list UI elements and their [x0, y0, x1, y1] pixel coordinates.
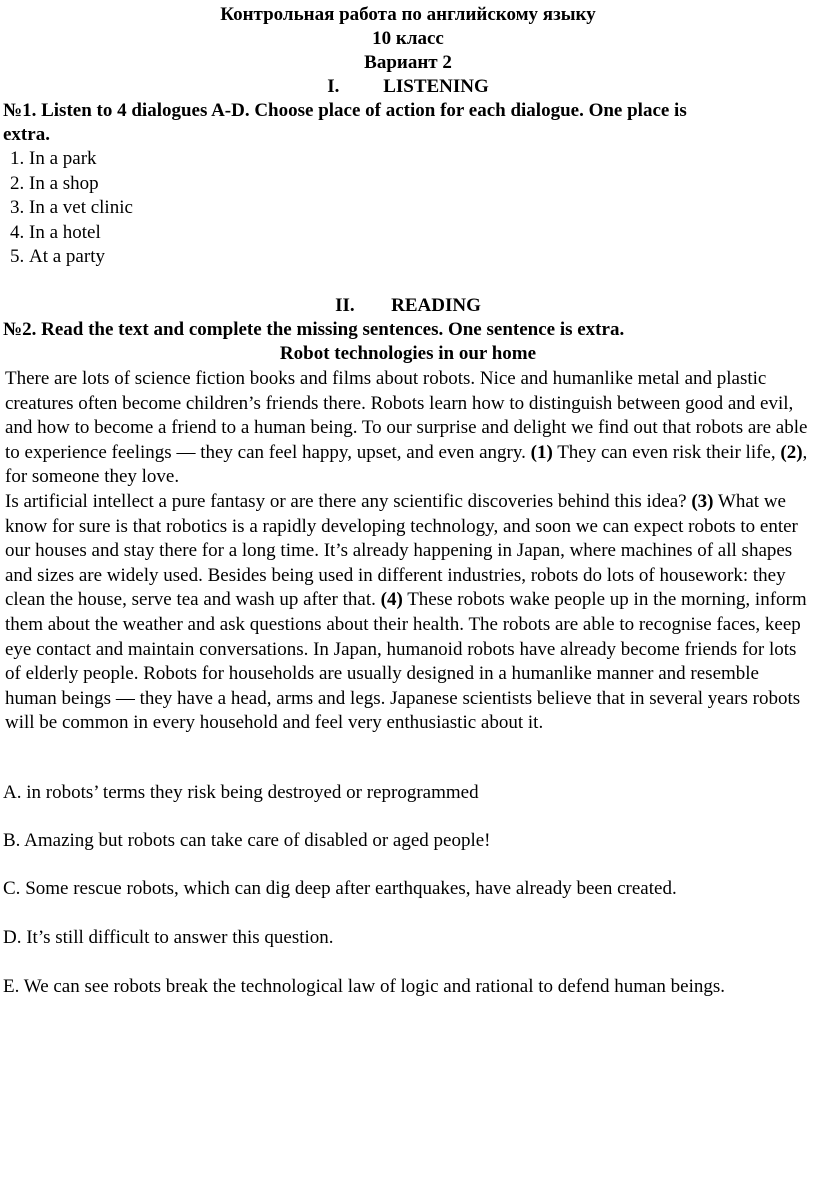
- option-letter: B.: [3, 830, 21, 851]
- option-letter: C.: [3, 878, 21, 899]
- option-e: [0, 975, 725, 999]
- paragraph-text: There are lots of science fiction books and films about robots. Nice and humanlike metal and plastic creatures often become children’s friends there. Robots learn how to distinguish between good and evil, and how to become a friend to a human being. To our surprise and delight we find out that robots are able to experience feelings — they can feel happy, upset, and even angry.: [5, 368, 808, 463]
- paragraph-text: They can even risk their life,: [552, 441, 781, 463]
- list-item-text: At a party: [29, 246, 105, 267]
- listening-task-line-2: extra.: [3, 124, 50, 145]
- gap-marker-3: (3): [691, 490, 714, 512]
- listening-task-line-1: №1. Listen to 4 dialogues A-D. Choose place of action for each dialogue. One place is: [3, 100, 687, 121]
- option-letter: D.: [3, 927, 22, 948]
- list-item-text: In a shop: [29, 172, 99, 194]
- option-c: [0, 877, 677, 901]
- gap-marker-4: (4): [380, 589, 403, 611]
- reading-section-number: II.: [335, 295, 355, 316]
- reading-paragraph-2: [0, 490, 816, 736]
- list-item-text: In a vet clinic: [29, 197, 133, 218]
- option-text: in robots’ terms they risk being destroyed or reprogrammed: [26, 782, 479, 803]
- reading-section-title: READING: [391, 295, 481, 316]
- list-item-text: In a park: [29, 148, 97, 169]
- grade-label: 10 класс: [372, 28, 444, 49]
- list-item: [0, 172, 816, 197]
- option-text: Some rescue robots, which can dig deep after earthquakes, have already been created.: [25, 878, 677, 899]
- places-list: [0, 147, 816, 270]
- option-letter: A.: [3, 782, 22, 803]
- reading-task: №2. Read the text and complete the missing sentences. One sentence is extra.: [3, 319, 625, 340]
- option-text: We can see robots break the technological law of logic and rational to defend human beings.: [23, 976, 726, 997]
- paragraph-text: What we know for sure is that robotics is a rapidly developing technology, and soon we can expect robots to enter our houses and stay there for a long time. It’s already happening in Japan, where machines of all shapes and sizes are widely used. Besides being used in different industries, robots do lots of housework: they clean the house, serve tea and wash up after that.: [5, 490, 798, 611]
- paragraph-text: These robots wake people up in the morning, inform them about the weather and ask questions about their health. The robots are able to recognise faces, keep eye contact and maintain conversations. In Japan, humanoid robots have already become friends for lots of elderly people. Robots for households are usually designed in a humanlike manner and resemble human beings — they have a head, arms and legs. Japanese scientists believe that in several years robots will be common in every household and feel very enthusiastic about it.: [5, 589, 807, 734]
- option-text: It’s still difficult to answer this question.: [26, 927, 334, 948]
- list-item: [0, 245, 816, 270]
- list-item-number: 4.: [10, 221, 25, 243]
- list-item: [0, 147, 816, 172]
- listening-task: [0, 99, 816, 147]
- option-letter: E.: [3, 976, 20, 997]
- option-a: [0, 781, 479, 805]
- list-item-number: 5.: [10, 246, 25, 267]
- gap-marker-1: (1): [530, 441, 553, 463]
- list-item-text: In a hotel: [29, 221, 101, 243]
- list-item-number: 2.: [10, 172, 25, 194]
- reading-section-heading: [0, 294, 816, 318]
- list-item-number: 3.: [10, 197, 25, 218]
- document-title: Контрольная работа по английскому языку: [220, 4, 596, 25]
- option-d: [0, 926, 334, 950]
- list-item: [0, 196, 816, 221]
- option-b: [0, 829, 491, 853]
- listening-section-title: LISTENING: [383, 76, 489, 97]
- reading-section: [0, 294, 816, 366]
- reading-paragraph-1: [0, 367, 816, 490]
- list-item: [0, 221, 816, 246]
- listening-section-number: I.: [327, 76, 340, 97]
- gap-marker-2: (2): [780, 441, 803, 463]
- text-title: Robot technologies in our home: [279, 343, 537, 364]
- paragraph-text: Is artificial intellect a pure fantasy or are there any scientific discoveries behind this idea?: [5, 490, 692, 512]
- document-header: [0, 3, 816, 99]
- listening-section-heading: [0, 75, 816, 99]
- list-item-number: 1.: [10, 148, 25, 169]
- option-text: Amazing but robots can take care of disabled or aged people!: [24, 830, 491, 851]
- reading-text: [0, 367, 816, 736]
- paragraph-text: , for someone they love.: [5, 441, 808, 488]
- variant-label: Вариант 2: [364, 52, 452, 73]
